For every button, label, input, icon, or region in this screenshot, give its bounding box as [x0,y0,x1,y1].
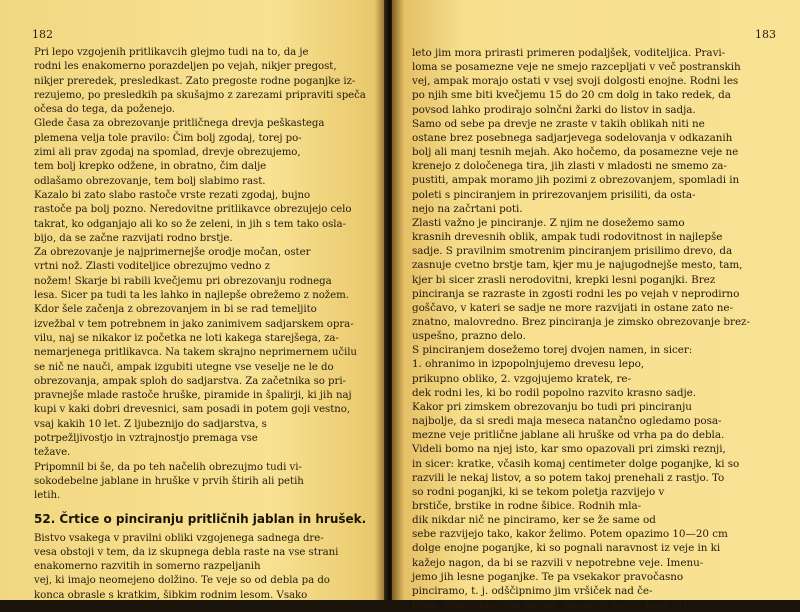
right-page-text [412,46,772,612]
text-line: trtim, dobro razvitim listom. Spodnjih listov, prav pri [412,599,688,612]
text-line: pravnejše mlade rastoče hruške, piramide in špalirji, ki jih naj [34,390,352,402]
text-line: in sicer: kratke, včasih komaj centimeter dolge poganjke, ki so [412,457,740,470]
text-line: Kdor šele začenja z obrezovanjem in bi se rad temeljito [34,304,317,316]
text-line: brstiče, brstike in rodne šibice. Rodnih mla- [412,500,642,512]
text-line: Pripomnil bi še, da po teh načelih obrezujmo tudi vi- [34,461,302,473]
text-line: rodni les enakomerno porazdeljen po vejah, nikjer pregost, [34,61,337,73]
text-line: konca obrasle s kratkim, šibkim rodnim lesom. Vsako [34,589,308,601]
text-line: odlašamo obrezovanje, tem bolj slabimo rast. [34,175,266,187]
text-line: nikjer preredek, presledkast. Zato pregoste rodne poganjke iz- [34,75,356,87]
text-line: Glede časa za obrezovanje pritličnega drevja peškastega [34,118,325,130]
text-line: goščavo, v kateri se sadje ne more razvijati in ostane zato ne- [412,301,733,314]
text-line: tem bolj krepko odžene, in obratno, čim dalje [34,161,267,173]
text-line: težave. [34,447,71,459]
text-line: S pinciranjem dosežemo torej dvojen namen, in sicer: [412,344,693,357]
text-line: poleti s pinciranjem in prirezovanjem prisiliti, da osta- [412,188,696,201]
text-line: potrpežljivostjo in vztrajnostjo premaga vse [34,433,258,445]
text-line: kjer bi sicer zrasli nerodovitni, krepki lesni poganjki. Brez [412,273,716,286]
text-line: najbolje, da si sredi maja meseca natančno ogledamo posa- [412,415,722,428]
text-line: so rodni poganjki, ki se tekom poletja razvijejo v [412,485,665,498]
text-line: vej, ki imajo neomejeno dolžino. Te veje so od debla pa do [34,575,330,587]
text-line: znatno, malovredno. Brez pinciranja je zimsko obrezovanje brez- [412,315,750,328]
page-number-left: 182 [32,28,53,41]
text-line: bijo, da se začne razvijati rodno brstje. [34,232,233,244]
text-line: zasnuje cvetno brstje tam, kjer mu je najugodnejše mesto, tam, [412,259,743,272]
text-line: se nič ne nauči, ampak izgubiti utegne vse veselje ne le do [34,361,334,373]
right-page-lines [412,46,772,612]
text-line: Samo od sebe pa drevje ne zraste v takih oblikah niti ne [412,117,705,130]
section-heading: 52. Črtice o pinciranju pritličnih jablan in hrušek. [34,511,367,526]
text-line: izvežbal v tem potrebnem in jako zanimivem sadjarskem opra- [34,318,354,330]
text-line: jemo jih lesne poganjke. Te pa vsekakor pravočasno [412,570,684,583]
text-line: po njih sme biti kvečjemu 15 do 20 cm dolg in tako redek, da [412,89,731,102]
text-line: loma se posamezne veje ne smejo razcepljati v več postranskih [412,61,741,74]
text-line: dolge enojne poganjke, ki so pognali naravnost iz veje in ki [412,542,721,555]
text-line: takrat, ko odganjajo ali ko so že zeleni, in jih s tem tako osla- [34,218,346,230]
text-line: prikupno obliko, 2. vzgojujemo kratek, re- [412,372,631,385]
text-line: Bistvo vsakega v pravilni obliki vzgojenega sadnega dre- [34,532,324,544]
text-line: obrezovanja, ampak sploh do sadjarstva. Za začetnika so pri- [34,375,346,387]
text-line: enakomerno razvitih in somerno razpeljanih [34,561,261,573]
text-line: pustiti, ampak moramo jih pozimi z obrezovanjem, spomladi in [412,174,740,187]
text-line: vrtni nož. Zlasti voditeljice obrezujmo vedno z [34,261,270,273]
text-line: Zlasti važno je pinciranje. Z njim ne dosežemo samo [412,216,685,229]
text-line: nemarjenega pritlikavca. Na takem skrajno neprimernem učilu [34,347,357,359]
text-line: povsod lahko prodirajo solnčni žarki do listov in sadja. [412,103,696,116]
text-line: nejo na začrtani poti. [412,202,523,215]
text-line: sebe razvijejo tako, kakor želimo. Potem opazimo 10—20 cm [412,528,728,541]
text-line: kažejo nagon, da bi se razvili v nepotrebne veje. Imenu- [412,556,704,569]
text-line: dik nikdar nič ne pinciramo, ker se že same od [412,514,656,527]
text-line: 1. ohranimo in izpopolnjujemo drevesu lepo, [412,358,645,371]
text-line: rastoče pa bolj pozno. Neredovitne pritlikavce obrezujejo celo [34,204,352,216]
left-page [0,0,386,600]
left-page-text [34,46,367,603]
text-line: sadje. S pravilnim smotrenim pinciranjem prisilimo drevo, da [412,245,733,258]
text-line: letih. [34,490,61,502]
text-line: očesa do tega, da poženejo. [34,104,175,116]
text-line: vesa obstoji v tem, da iz skupnega debla raste na vse strani [34,546,339,558]
text-line: plemena velja tole pravilo: Čim bolj zgodaj, torej po- [34,132,302,144]
text-line: Pri lepo vzgojenih pritlikavcih glejmo tudi na to, da je [34,47,309,58]
text-line: Za obrezovanje je najprimernejše orodje močan, oster [34,247,311,259]
text-line: vsaj kakih 10 let. Z ljubeznijo do sadjarstva, s [34,418,267,430]
text-line: pinciramo, t. j. odščipnimo jim vršiček nad če- [412,584,653,597]
text-line: rezujemo, po presledkih pa skušajmo z zarezami pripraviti speča [34,89,366,101]
text-line: ostane brez posebnega sadjarjevega sodelovanja v odkazanih [412,131,733,144]
text-line: Videli bomo na njej isto, kar smo opazovali pri zimski reznji, [412,443,726,456]
text-line: krasnih drevesnih oblik, ampak tudi rodovitnost in najlepše [412,231,723,244]
text-line: Kazalo bi zato slabo rastoče vrste rezati zgodaj, bujno [34,189,311,201]
left-page-after-heading [34,532,358,603]
left-page-lines [34,46,366,504]
text-line: zimi ali prav zgodaj na spomlad, drevje obrezujemo, [34,147,301,159]
text-line: leto jim mora prirasti primeren podaljšek, voditeljica. Pravi- [412,47,726,59]
text-line: kupi v kaki dobri drevesnici, sam posadi in potem goji vestno, [34,404,351,416]
text-line: lesa. Sicer pa tudi ta les lahko in najlepše obrežemo z nožem. [34,290,349,302]
text-line: vej, ampak morajo ostati v vsej svoji dolgosti enojne. Rodni les [412,75,739,88]
text-line: vilu, naj se nikakor iz početka ne loti kakega starejšega, za- [34,332,339,344]
text-line: sokodebelne jablane in hruške v prvih štirih ali petih [34,475,304,487]
text-line: uspešno, prazno delo. [412,330,526,343]
right-page [392,0,800,612]
text-line: nožem! Skarje bi rabili kvečjemu pri obrezovanju rodnega [34,275,332,287]
text-line: krenejo z določenega tira, jih zlasti v mladosti ne smemo za- [412,160,727,173]
text-line: razvili le nekaj listov, a so potem takoj prenehali z rastjo. To [412,471,725,484]
text-line: Kakor pri zimskem obrezovanju bo tudi pri pinciranju [412,400,692,413]
page-number-right: 183 [755,28,776,41]
text-line: mezne veje pritlične jablane ali hruške od vrha pa do debla. [412,429,725,442]
text-line: bolj ali manj tesnih mejah. Ako hočemo, da posamezne veje ne [412,146,739,159]
text-line: pinciranja se razraste in zgosti rodni les po vejah v neprodirno [412,287,740,300]
text-line: dek rodni les, ki bo rodil popolno razvito krasno sadje. [412,386,697,399]
